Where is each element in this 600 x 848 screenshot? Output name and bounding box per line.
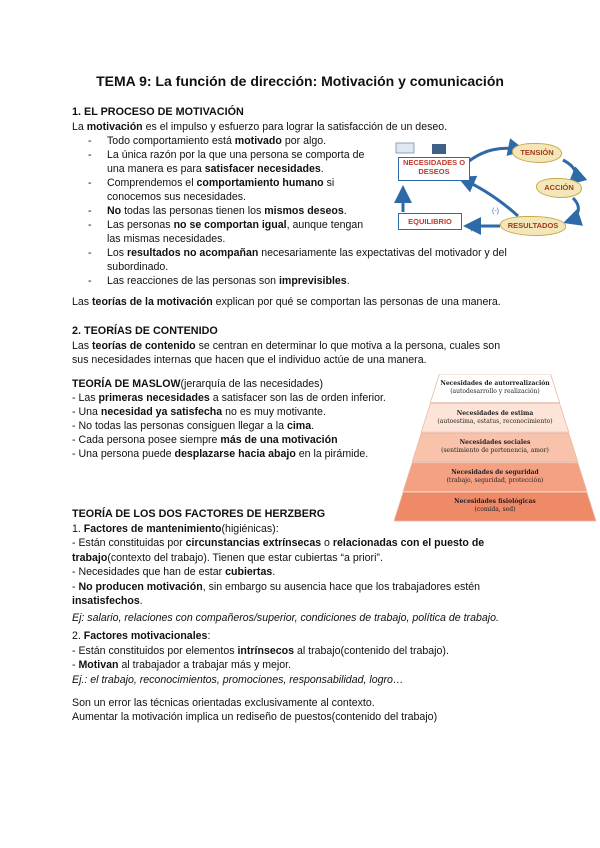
needs-box: NECESIDADES O DESEOS xyxy=(398,157,470,181)
maslow-item: - Cada persona posee siempre más de una motivación xyxy=(72,434,338,446)
factor-1-line: - Necesidades que han de estar cubiertas. xyxy=(72,566,276,578)
pyramid-level-label: Necesidades de seguridad (trabajo, seguridad, protección) xyxy=(446,468,544,484)
pyramid-level-label: Necesidades fisiológicas (comida, sed) xyxy=(454,498,536,514)
minus-label: (-) xyxy=(492,208,499,215)
pyramid-level-label: Necesidades sociales (sentimiento de pertenencia, amor) xyxy=(441,439,549,455)
maslow-heading: TEORÍA DE MASLOW(jerarquía de las necesidades) xyxy=(72,378,323,390)
bullet-item: conocemos sus necesidades. xyxy=(107,191,246,203)
closing-line-2: Aumentar la motivación implica un rediseño de puestos(contenido del trabajo) xyxy=(72,711,438,723)
person-icon xyxy=(432,144,446,154)
arrow-action-results xyxy=(566,198,578,222)
bullet-item: Comprendemos el comportamiento humano si xyxy=(107,177,335,189)
s2-p2: sus necesidades internas que hacen que el individuo actúe de una manera. xyxy=(72,354,427,366)
factor-2-line: - Motivan al trabajador a trabajar más y mejor. xyxy=(72,659,292,671)
bullet-item: subordinado. xyxy=(107,261,169,273)
factor-2-heading: 2. Factores motivacionales: xyxy=(72,630,211,642)
bullet-item: Las reacciones de las personas son imprevisibles. xyxy=(107,275,350,287)
arrow-results-needs xyxy=(460,178,518,216)
maslow-item: - Una necesidad ya satisfecha no es muy motivante. xyxy=(72,406,326,418)
s1-intro: La motivación es el impulso y esfuerzo para lograr la satisfacción de un deseo. xyxy=(72,121,448,133)
maslow-item: - Las primeras necesidades a satisfacer son las de orden inferior. xyxy=(72,392,386,404)
pyramid-level-label: Necesidades de estima (autoestima, estatus, reconocimiento) xyxy=(437,409,553,425)
bullet-item: las mismas necesidades. xyxy=(107,233,226,245)
s2-p1: Las teorías de contenido se centran en determinar lo que motiva a la persona, cuales son xyxy=(72,340,501,352)
section-2-heading: 2. TEORÍAS DE CONTENIDO xyxy=(72,325,218,337)
factor-1-line: - Están constituidas por circunstancias extrínsecas o relacionadas con el puesto de xyxy=(72,537,485,549)
action-bubble: ACCIÓN xyxy=(536,178,582,198)
bullet-item: una manera es para satisfacer necesidades. xyxy=(107,163,324,175)
s1-outro: Las teorías de la motivación explican por qué se comportan las personas de una manera. xyxy=(72,296,501,308)
factor-1-line: - No producen motivación, sin embargo su ausencia hace que los trabajadores estén xyxy=(72,580,481,593)
factor-2-line: - Están constituidos por elementos intrínsecos al trabajo(contenido del trabajo). xyxy=(72,645,449,657)
herzberg-heading: TEORÍA DE LOS DOS FACTORES DE HERZBERG xyxy=(72,508,326,520)
factor-1-line: insatisfechos. xyxy=(72,595,143,607)
bullet-dash: - xyxy=(88,177,92,189)
maslow-item: - Una persona puede desplazarse hacia abajo en la pirámide. xyxy=(72,448,369,460)
bullet-item: No todas las personas tienen los mismos deseos. xyxy=(107,205,347,217)
section-1-heading: 1. EL PROCESO DE MOTIVACIÓN xyxy=(72,106,244,118)
factor-1-heading: 1. Factores de mantenimiento(higiénicas): xyxy=(72,523,279,535)
closing-line-1: Son un error las técnicas orientadas exclusivamente al contexto. xyxy=(72,697,375,709)
bullet-item: La única razón por la que una persona se comporta de xyxy=(107,149,365,161)
factor-2-example: Ej.: el trabajo, reconocimientos, promociones, responsabilidad, logro… xyxy=(72,674,404,686)
pyramid-level-label: Necesidades de autorrealización (autodesarrollo y realización) xyxy=(440,380,550,395)
plus-label: (+) xyxy=(470,225,479,232)
bullet-dash: - xyxy=(88,135,92,147)
bullet-dash: - xyxy=(88,205,92,217)
bullet-dash: - xyxy=(88,149,92,161)
bullet-dash: - xyxy=(88,275,92,287)
page-title: TEMA 9: La función de dirección: Motivación y comunicación xyxy=(96,73,504,89)
factor-1-line: trabajo(contexto del trabajo). Tienen que estar cubiertas “a priori”. xyxy=(72,551,383,564)
bullet-item: Las personas no se comportan igual, aunque tengan xyxy=(107,219,364,231)
bullet-dash: - xyxy=(88,219,92,231)
bullet-item: Todo comportamiento está motivado por algo. xyxy=(107,135,327,147)
bullet-item: Los resultados no acompañan necesariamente las expectativas del motivador y del xyxy=(107,247,507,259)
results-bubble: RESULTADOS xyxy=(500,216,566,236)
maslow-item: - No todas las personas consiguen llegar a la cima. xyxy=(72,420,315,432)
balance-box: EQUILIBRIO xyxy=(398,213,462,230)
bullet-dash: - xyxy=(88,247,92,259)
factor-1-example: Ej: salario, relaciones con compañeros/superior, condiciones de trabajo, política de trabajo. xyxy=(72,612,499,624)
person-icon xyxy=(396,143,414,153)
tension-bubble: TENSIÓN xyxy=(512,143,562,163)
